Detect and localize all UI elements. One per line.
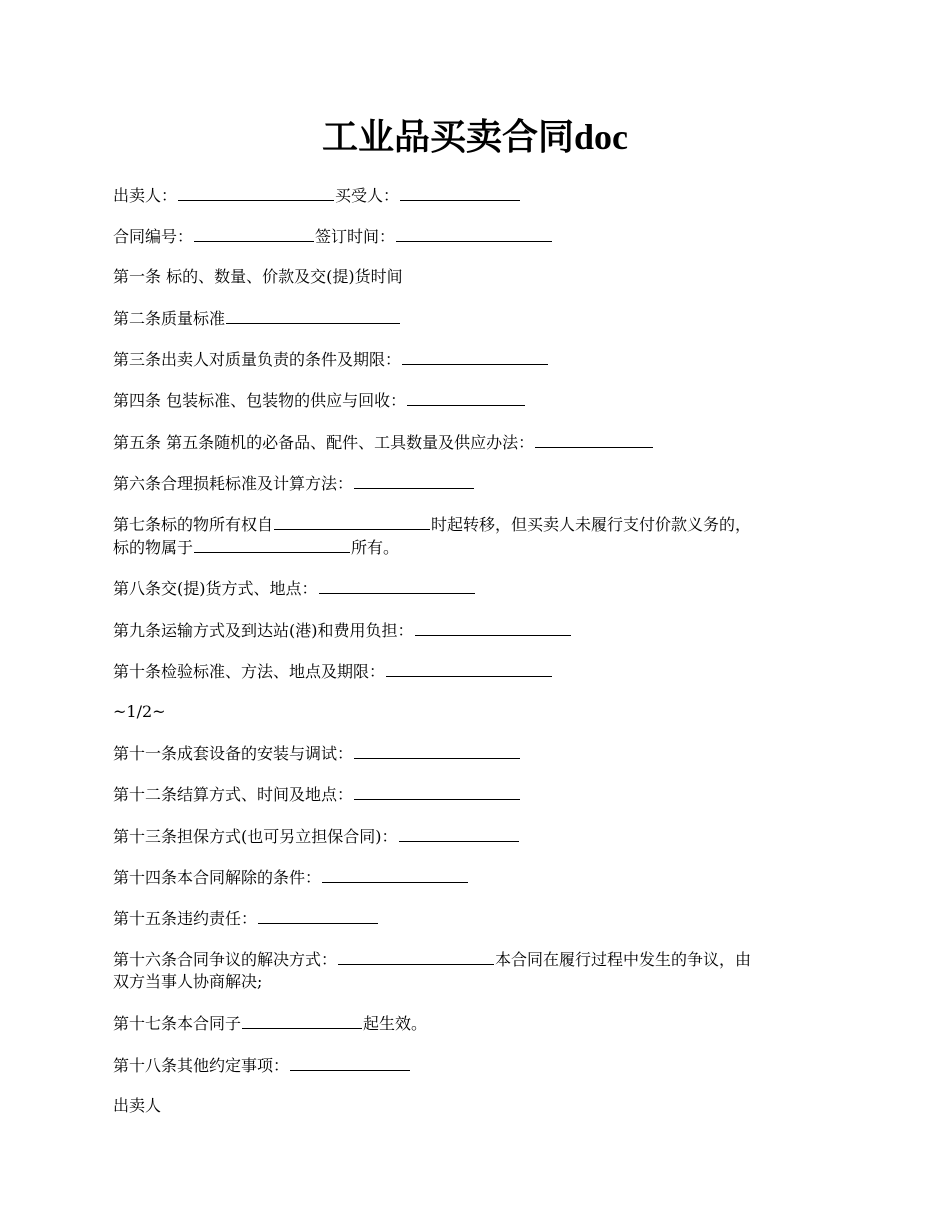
clause-5-text: 第五条 第五条随机的必备品、配件、工具数量及供应办法： bbox=[113, 433, 535, 452]
page-marker-text: ~1/2~ bbox=[113, 702, 166, 721]
buyer-label: 买受人： bbox=[335, 186, 400, 205]
clause-16-continued bbox=[113, 971, 838, 993]
clause-9-blank[interactable] bbox=[415, 619, 571, 636]
clause-15-blank[interactable] bbox=[258, 907, 378, 924]
clause-3 bbox=[113, 348, 838, 371]
clause-3-blank[interactable] bbox=[402, 348, 548, 365]
clause-17 bbox=[113, 1012, 838, 1035]
contract-number-blank[interactable] bbox=[194, 225, 314, 242]
clause-6-text: 第六条合理损耗标准及计算方法： bbox=[113, 474, 354, 493]
clause-2-text: 第二条质量标准 bbox=[113, 309, 226, 328]
clause-13 bbox=[113, 825, 838, 848]
seller-label: 出卖人： bbox=[113, 186, 178, 205]
clause-8-blank[interactable] bbox=[319, 577, 475, 594]
clause-18-text: 第十八条其他约定事项： bbox=[113, 1056, 290, 1075]
contract-info-line bbox=[113, 225, 838, 248]
clause-14 bbox=[113, 866, 838, 889]
clause-15 bbox=[113, 907, 838, 930]
clause-5-blank[interactable] bbox=[535, 431, 653, 448]
clause-9 bbox=[113, 619, 838, 642]
footer-seller bbox=[113, 1095, 838, 1117]
sign-date-label: 签订时间： bbox=[315, 227, 396, 246]
clause-4-blank[interactable] bbox=[407, 389, 525, 406]
clause-16 bbox=[113, 948, 838, 971]
clause-7-text-c: 标的物属于 bbox=[113, 538, 194, 557]
clause-10 bbox=[113, 660, 838, 683]
clause-13-blank[interactable] bbox=[399, 825, 519, 842]
seller-blank[interactable] bbox=[178, 184, 334, 201]
clause-17-text-a: 第十七条本合同子 bbox=[113, 1014, 242, 1033]
clause-7-continued bbox=[113, 536, 838, 559]
clause-5 bbox=[113, 431, 838, 454]
clause-9-text: 第九条运输方式及到达站(港)和费用负担： bbox=[113, 621, 414, 640]
clause-7-blank-1[interactable] bbox=[274, 513, 430, 530]
contract-number-label: 合同编号： bbox=[113, 227, 194, 246]
clause-6-blank[interactable] bbox=[354, 472, 474, 489]
clause-15-text: 第十五条违约责任： bbox=[113, 909, 258, 928]
clause-16-text-a: 第十六条合同争议的解决方式： bbox=[113, 950, 338, 969]
page-title: 工业品买卖合同doc bbox=[321, 117, 628, 157]
clause-2 bbox=[113, 307, 838, 330]
clause-10-text: 第十条检验标准、方法、地点及期限： bbox=[113, 662, 386, 681]
clause-12-blank[interactable] bbox=[354, 783, 520, 800]
clause-14-text: 第十四条本合同解除的条件： bbox=[113, 868, 322, 887]
sign-date-blank[interactable] bbox=[396, 225, 552, 242]
clause-18 bbox=[113, 1054, 838, 1077]
clause-17-blank[interactable] bbox=[242, 1012, 362, 1029]
clause-16-blank[interactable] bbox=[338, 948, 494, 965]
clause-3-text: 第三条出卖人对质量负责的条件及期限： bbox=[113, 350, 402, 369]
clause-7 bbox=[113, 513, 838, 536]
clause-6 bbox=[113, 472, 838, 495]
clause-1 bbox=[113, 266, 838, 288]
clause-11 bbox=[113, 742, 838, 765]
buyer-blank[interactable] bbox=[400, 184, 520, 201]
clause-16-text-c: 双方当事人协商解决; bbox=[113, 972, 263, 991]
footer-seller-text: 出卖人 bbox=[113, 1096, 162, 1115]
clause-1-text: 第一条 标的、数量、价款及交(提)货时间 bbox=[113, 267, 403, 286]
clause-12-text: 第十二条结算方式、时间及地点： bbox=[113, 785, 354, 804]
clause-18-blank[interactable] bbox=[290, 1054, 410, 1071]
page-marker bbox=[113, 701, 838, 723]
clause-16-text-b: 本合同在履行过程中发生的争议，由 bbox=[495, 950, 752, 969]
clause-7-text-b: 时起转移，但买卖人未履行支付价款义务的， bbox=[431, 515, 752, 534]
clause-12 bbox=[113, 783, 838, 806]
clause-13-text: 第十三条担保方式(也可另立担保合同)： bbox=[113, 827, 398, 846]
clause-8-text: 第八条交(提)货方式、地点： bbox=[113, 579, 318, 598]
clause-7-text-d: 所有。 bbox=[351, 538, 400, 557]
clause-14-blank[interactable] bbox=[322, 866, 468, 883]
clause-2-blank[interactable] bbox=[226, 307, 400, 324]
clause-10-blank[interactable] bbox=[386, 660, 552, 677]
clause-7-blank-2[interactable] bbox=[194, 536, 350, 553]
clause-11-text: 第十一条成套设备的安装与调试： bbox=[113, 744, 354, 763]
clause-7-text-a: 第七条标的物所有权自 bbox=[113, 515, 274, 534]
clause-11-blank[interactable] bbox=[354, 742, 520, 759]
clause-4 bbox=[113, 389, 838, 412]
clause-17-text-b: 起生效。 bbox=[363, 1014, 428, 1033]
parties-line bbox=[113, 184, 838, 207]
clause-4-text: 第四条 包装标准、包装物的供应与回收： bbox=[113, 391, 407, 410]
clause-8 bbox=[113, 577, 838, 600]
